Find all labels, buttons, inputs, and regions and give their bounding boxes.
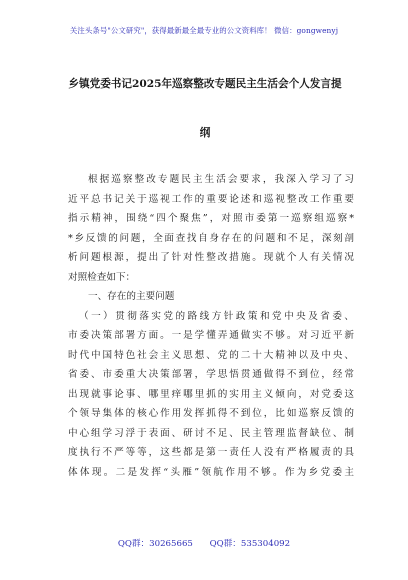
body-line: 时代中国特色社会主义思想、党的二十大精神以及中央、 xyxy=(68,349,354,361)
body-line: 度执行不严等等，这些都是第一责任人没有严格履责的具 xyxy=(68,447,354,458)
body-line: 近平总书记关于巡视工作的重要论述和巡视整改工作重要 xyxy=(68,193,354,205)
section-heading: 一、存在的主要问题 xyxy=(88,291,175,302)
footer-qq-group-1: QQ群：30265665 xyxy=(117,539,193,549)
body-line: 对照检查如下： xyxy=(68,271,136,283)
header-note: 关注头条号"公文研究"，获得最新最全最专业的公文资料库！ 微信：gongwenyj xyxy=(69,26,339,35)
body-line: *乡反馈的问题，全面查找自身存在的问题和不足，深刻剖 xyxy=(68,232,354,244)
body-line: 根据巡察整改专题民主生活会要求，我深入学习了习 xyxy=(88,174,354,185)
body-line: 析问题根源，提出了针对性整改措施。现就个人有关情况 xyxy=(68,252,354,263)
document-title-line-1: 乡镇党委书记2025年巡察整改专题民主生活会个人发言提 xyxy=(68,78,342,90)
body-line: 体体现。二是发挥“头雁”领航作用不够。作为乡党委主 xyxy=(68,466,354,478)
footer xyxy=(0,537,408,549)
document-body xyxy=(68,170,354,482)
body-line: 市委决策部署方面。一是学懂弄通做实不够。对习近平新 xyxy=(68,330,354,341)
document-title-line-2: 纲 xyxy=(199,127,211,139)
body-line: 出现就事论事、哪里痒哪里抓的实用主义倾向，对党委这 xyxy=(68,388,354,400)
body-line: （一）贯彻落实党的路线方针政策和党中央及省委、 xyxy=(79,310,354,322)
body-line: 指示精神，围绕“四个聚焦”，对照市委第一巡察组巡察* xyxy=(68,213,354,224)
footer-qq-group-2: QQ群：535304092 xyxy=(209,539,291,549)
body-line: 省委、市委重大决策部署，学思悟贯通做得不到位，经常 xyxy=(68,369,354,380)
body-line: 中心组学习浮于表面、研讨不足、民主管理监督缺位、制 xyxy=(68,427,354,439)
body-line: 个领导集体的核心作用发挥抓得不到位，比如巡察反馈的 xyxy=(68,408,354,419)
